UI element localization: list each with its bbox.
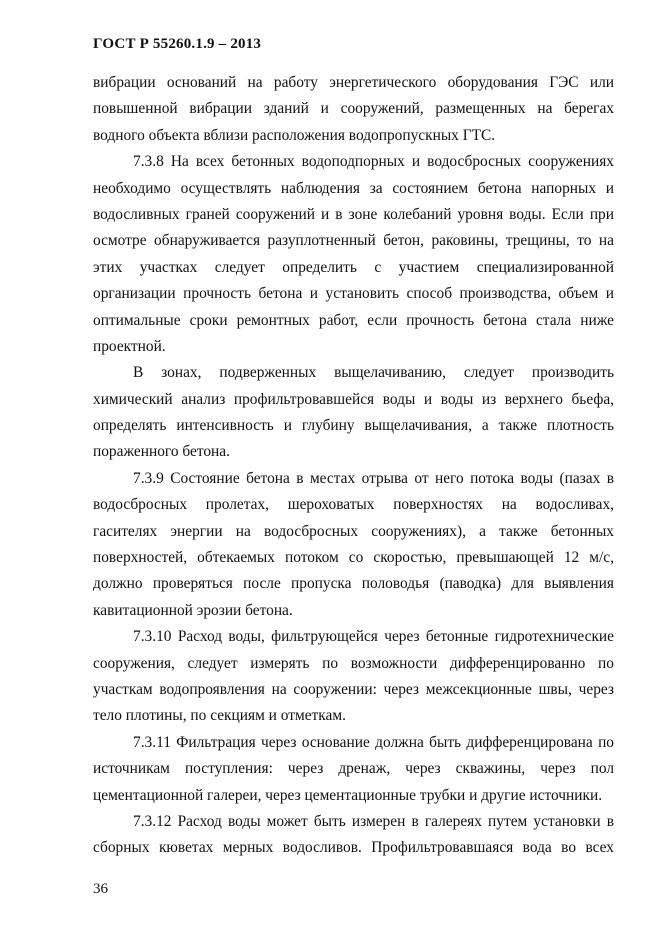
text-line: химический анализ профильтровавшейся воды и воды из верхнего бьефа, — [93, 390, 614, 408]
text-line: 7.3.9 Состояние бетона в местах отрыва от него потока воды (пазах в — [133, 469, 614, 487]
text-line: сборных кюветах мерных водосливов. Профильтровавшаяся вода во всех — [93, 839, 614, 857]
text-line: необходимо осуществлять наблюдения за состоянием бетона напорных и — [93, 179, 614, 197]
text-line: кавитационной эрозии бетона. — [93, 601, 293, 619]
text-line: гасителях энергии на водосбросных сооружениях), а также бетонных — [93, 522, 614, 540]
document-header: ГОСТ Р 55260.1.9 – 2013 — [93, 36, 262, 52]
text-line: оптимальные сроки ремонтных работ, если прочность бетона стала ниже — [93, 311, 614, 329]
text-line: вибрации оснований на работу энергетического оборудования ГЭС или — [93, 74, 614, 91]
text-line: В зонах, подверженных выщелачиванию, следует производить — [133, 364, 614, 382]
text-line: проектной. — [93, 337, 166, 355]
text-line: определять интенсивность и глубину выщелачивания, а также плотность — [93, 417, 614, 435]
text-line: водосливных граней сооружений и в зоне колебаний уровня воды. Если при — [93, 205, 614, 223]
text-line: сооружения, следует измерять по возможности дифференцированно по — [93, 654, 614, 672]
text-line: участкам водопроявления на сооружении: через межсекционные швы, через — [93, 680, 614, 698]
text-line: повышенной вибрации зданий и сооружений, размещенных на берегах — [93, 100, 614, 118]
text-line: осмотре обнаруживается разуплотненный бетон, раковины, трещины, то на — [93, 232, 614, 250]
text-line: поверхностей, обтекаемых потоком со скоростью, превышающей 12 м/с, — [93, 549, 614, 567]
text-line: 7.3.11 Фильтрация через основание должна быть дифференцирована по — [133, 733, 614, 751]
text-line: водосбросных пролетах, шероховатых поверхностях на водосливах, — [93, 496, 614, 514]
text-line: организации прочность бетона и установить способ производства, объем и — [93, 285, 614, 303]
text-line: 7.3.12 Расход воды может быть измерен в галереях путем установки в — [133, 812, 614, 830]
text-line: водного объекта вблизи расположения водопропускных ГТС. — [93, 126, 496, 144]
text-line: 7.3.10 Расход воды, фильтрующейся через бетонные гидротехнические — [133, 628, 614, 646]
text-line: должно проверяться после пропуска половодья (паводка) для выявления — [93, 575, 614, 593]
page-number: 36 — [93, 881, 108, 897]
text-line: пораженного бетона. — [93, 443, 230, 461]
text-line: источникам поступления: через дренаж, через скважины, через пол — [93, 760, 614, 778]
body-text — [93, 70, 614, 862]
text-line: цементационной галереи, через цементационные трубки и другие источники. — [93, 786, 603, 804]
text-line: этих участках следует определить с участием специализированной — [93, 258, 614, 276]
text-line: тело плотины, по секциям и отметкам. — [93, 707, 346, 725]
text-line: 7.3.8 На всех бетонных водоподпорных и водосбросных сооружениях — [133, 153, 614, 171]
